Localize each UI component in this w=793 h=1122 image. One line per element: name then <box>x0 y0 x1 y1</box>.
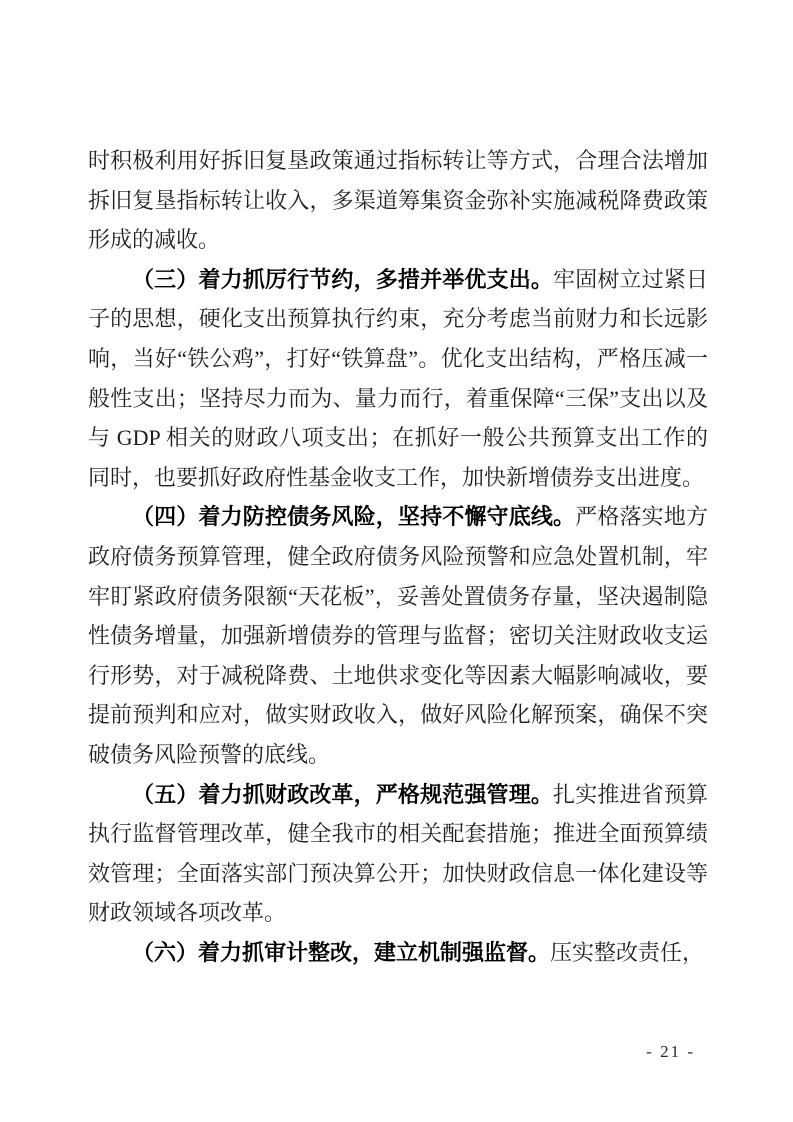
paragraph-lead: （四）着力防控债务风险，坚持不懈守底线。 <box>132 504 576 530</box>
document-body <box>88 141 708 972</box>
paragraph-body: 严格落实地方政府债务预算管理，健全政府债务风险预警和应急处置机制，牢牢盯紧政府债务限额“天花板”，妥善处置债务存量，坚决遏制隐性债务增量，加强新增债券的管理与监督；密切关注财政收支运行形势，对于减税降费、土地供求变化等因素大幅影响减收，要提前预判和应对，做实财政收入，做好风险化解预案，确保不突破债务风险预警的底线。 <box>88 504 708 767</box>
page-number: - 21 - <box>646 1042 695 1061</box>
paragraph-continuation <box>88 141 708 260</box>
paragraph-lead: （三）着力抓厉行节约，多措并举优支出。 <box>132 266 554 292</box>
paragraph-body: 时积极利用好拆旧复垦政策通过指标转让等方式，合理合法增加拆旧复垦指标转让收入，多渠道筹集资金弥补实施减税降费政策形成的减收。 <box>88 148 708 253</box>
paragraph-lead: （六）着力抓审计整改，建立机制强监督。 <box>132 939 551 965</box>
paragraph-body: 扎实推进省预算执行监督管理改革，健全我市的相关配套措施；推进全面预算绩效管理；全面落实部门预决算公开；加快财政信息一体化建设等财政领域各项改革。 <box>88 781 708 926</box>
paragraph-body: 压实整改责任， <box>550 939 705 965</box>
paragraph-body: 牢固树立过紧日子的思想，硬化支出预算执行约束，充分考虑当前财力和长远影响，当好“铁公鸡”，打好“铁算盘”。优化支出结构，严格压减一般性支出；坚持尽力而为、量力而行，着重保障“三保”支出以及与 GDP 相关的财政八项支出；在抓好一般公共预算支出工作的同时，也要抓好政府性基金收支工作，加快新增债券支出进度。 <box>88 266 708 490</box>
paragraph-section-4 <box>88 497 708 774</box>
paragraph-section-6 <box>88 933 708 973</box>
paragraph-section-5 <box>88 775 708 933</box>
paragraph-lead: （五）着力抓财政改革，严格规范强管理。 <box>132 781 554 807</box>
paragraph-section-3 <box>88 260 708 498</box>
